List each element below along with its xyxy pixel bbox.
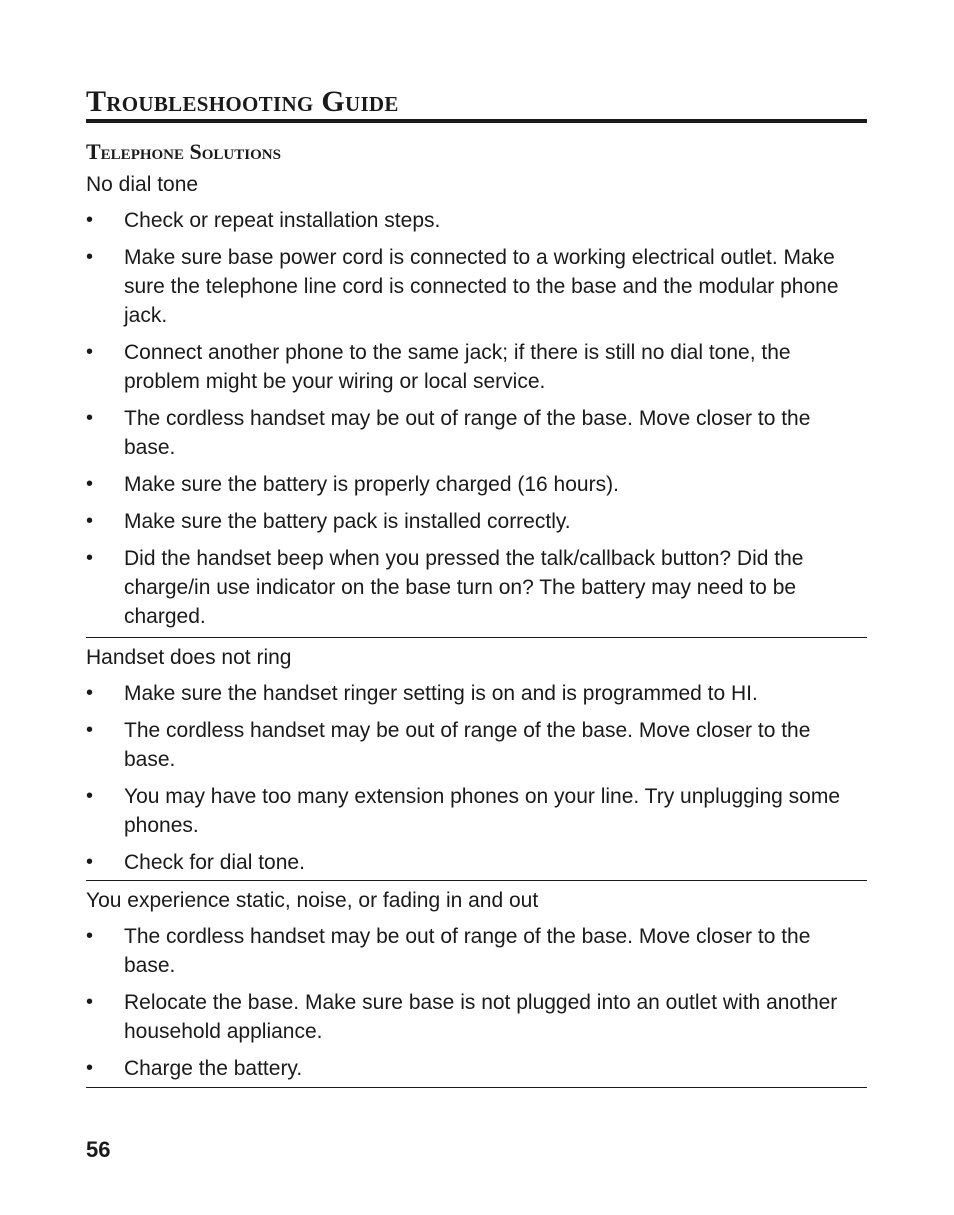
item-text: Make sure the handset ringer setting is on and is programmed to HI. bbox=[124, 682, 758, 705]
item-text: Make sure the battery pack is installed correctly. bbox=[124, 510, 571, 533]
item-text: Make sure the battery is properly charged (16 hours). bbox=[124, 473, 619, 496]
bullet: • bbox=[86, 547, 94, 569]
bullet: • bbox=[86, 719, 94, 741]
problem-heading: No dial tone bbox=[86, 173, 199, 196]
list-item bbox=[86, 716, 867, 774]
problem-group-static-noise bbox=[86, 886, 867, 1083]
solution-list bbox=[86, 679, 867, 877]
list-item bbox=[86, 338, 867, 396]
solution-list bbox=[86, 206, 867, 631]
bullet: • bbox=[86, 682, 94, 704]
list-item bbox=[86, 404, 867, 462]
bullet: • bbox=[86, 851, 94, 873]
item-text: Charge the battery. bbox=[124, 1057, 303, 1080]
item-text: Check or repeat installation steps. bbox=[124, 209, 441, 232]
problem-group-handset-does-not-ring bbox=[86, 643, 867, 877]
item-text: The cordless handset may be out of range of the base. Move closer to the base. bbox=[124, 719, 811, 771]
list-item bbox=[86, 243, 867, 330]
list-item bbox=[86, 988, 867, 1046]
item-text: The cordless handset may be out of range of the base. Move closer to the base. bbox=[124, 925, 811, 977]
item-text: Relocate the base. Make sure base is not plugged into an outlet with another household appliance. bbox=[124, 991, 838, 1043]
bullet: • bbox=[86, 510, 94, 532]
page-title: Troubleshooting Guide bbox=[86, 85, 399, 118]
bullet: • bbox=[86, 925, 94, 947]
page-number: 56 bbox=[86, 1137, 111, 1162]
bullet: • bbox=[86, 407, 94, 429]
list-item bbox=[86, 679, 867, 708]
bullet: • bbox=[86, 473, 94, 495]
list-item bbox=[86, 507, 867, 536]
item-text: The cordless handset may be out of range of the base. Move closer to the base. bbox=[124, 407, 811, 459]
list-item bbox=[86, 782, 867, 840]
item-text: Check for dial tone. bbox=[124, 851, 305, 874]
bullet: • bbox=[86, 209, 94, 231]
solution-list bbox=[86, 922, 867, 1083]
list-item bbox=[86, 544, 867, 631]
item-text: You may have too many extension phones on your line. Try unplugging some phones. bbox=[124, 785, 841, 837]
section-title: Telephone Solutions bbox=[86, 139, 281, 164]
bullet: • bbox=[86, 1057, 94, 1079]
item-text: Make sure base power cord is connected to a working electrical outlet. Make sure the telephone line cord is connected to the base and the modular phone jack. bbox=[124, 246, 839, 327]
section-divider bbox=[86, 637, 867, 638]
bullet: • bbox=[86, 991, 94, 1013]
item-text: Connect another phone to the same jack; if there is still no dial tone, the problem might be your wiring or local service. bbox=[124, 341, 791, 393]
bullet: • bbox=[86, 785, 94, 807]
section-divider bbox=[86, 1087, 867, 1088]
problem-group-no-dial-tone bbox=[86, 170, 867, 631]
list-item bbox=[86, 470, 867, 499]
list-item bbox=[86, 922, 867, 980]
list-item bbox=[86, 1054, 867, 1083]
bullet: • bbox=[86, 341, 94, 363]
section-divider bbox=[86, 880, 867, 881]
list-item bbox=[86, 206, 867, 235]
problem-heading: You experience static, noise, or fading in and out bbox=[86, 889, 539, 912]
list-item bbox=[86, 848, 867, 877]
item-text: Did the handset beep when you pressed the talk/callback button? Did the charge/in use indicator on the base turn on? The battery may need to be charged. bbox=[124, 547, 804, 628]
title-rule bbox=[86, 119, 867, 123]
bullet: • bbox=[86, 246, 94, 268]
problem-heading: Handset does not ring bbox=[86, 646, 292, 669]
